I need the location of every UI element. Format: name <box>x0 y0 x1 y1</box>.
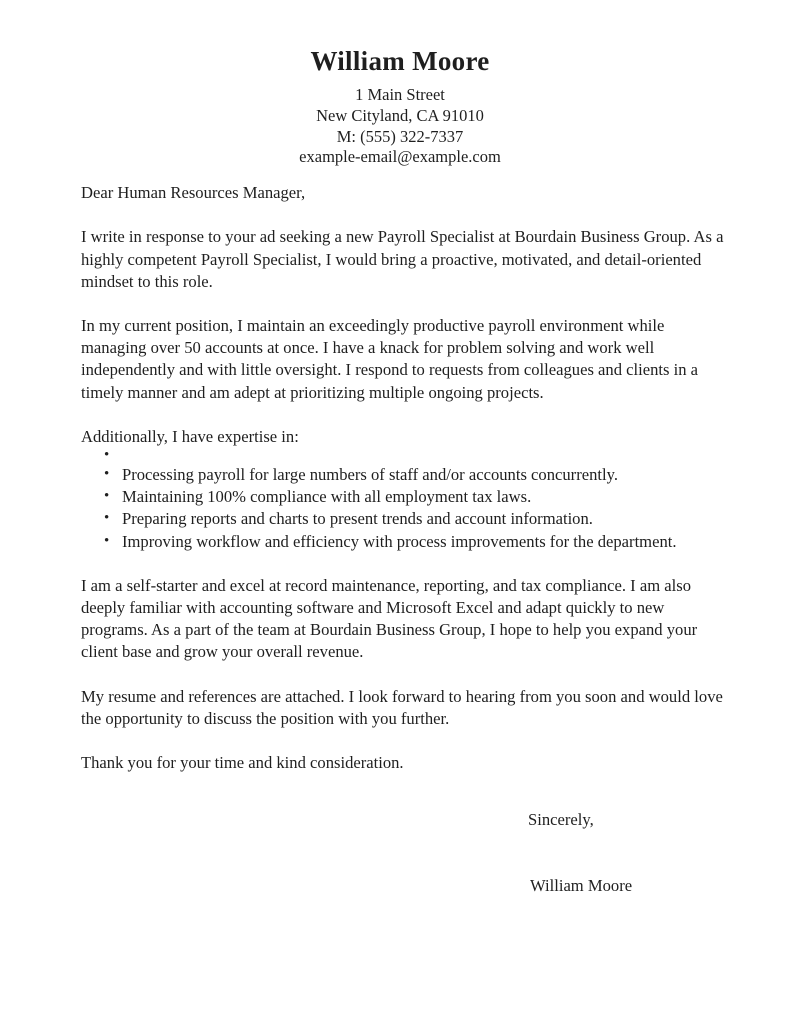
letter-body <box>0 168 800 897</box>
list-item: • Preparing reports and charts to present trends and account information. <box>122 508 724 530</box>
expertise-list <box>81 448 724 553</box>
list-item: • Improving workflow and efficiency with process improvements for the department. <box>122 531 724 553</box>
address-line-1: 1 Main Street <box>355 85 445 104</box>
signature-name: William Moore <box>530 876 633 896</box>
thank-you-line: Thank you for your time and kind consideration. <box>81 753 404 773</box>
closing-phrase: Sincerely, <box>528 810 594 830</box>
list-item-empty <box>122 448 724 464</box>
list-item: • Processing payroll for large numbers of staff and/or accounts concurrently. <box>122 464 724 486</box>
closing-block <box>81 809 724 897</box>
sender-name: William Moore <box>310 46 490 76</box>
list-item: • Maintaining 100% compliance with all employment tax laws. <box>122 486 724 508</box>
phone-line: M: (555) 322-7337 <box>336 126 464 146</box>
paragraph-intro: I write in response to your ad seeking a new Payroll Specialist at Bourdain Business Group. As a highly competent Payroll Specialist, I would bring a proactive, motivated, and detail-oriented mindset to this role. <box>81 227 724 291</box>
letter-header <box>0 0 800 168</box>
expertise-intro: Additionally, I have expertise in: <box>81 426 299 446</box>
paragraph-skills: I am a self-starter and excel at record maintenance, reporting, and tax compliance. I am also deeply familiar with accounting software and Microsoft Excel and adapt quickly to new programs. As a part of the team at Bourdain Business Group, I hope to help you expand your client base and grow your overall revenue. <box>81 575 698 662</box>
greeting: Dear Human Resources Manager, <box>81 183 306 203</box>
email-line: example-email@example.com <box>299 147 501 167</box>
paragraph-current-position: In my current position, I maintain an exceedingly productive payroll environment while managing over 50 accounts at once. I have a knack for problem solving and work well independently and with little oversight. I respond to requests from colleagues and clients in a timely manner and am adept at prioritizing multiple ongoing projects. <box>81 316 699 402</box>
paragraph-resume: My resume and references are attached. I look forward to hearing from you soon and would love the opportunity to discuss the position with you further. <box>81 686 723 728</box>
address-line-2: New Cityland, CA 91010 <box>316 105 484 125</box>
